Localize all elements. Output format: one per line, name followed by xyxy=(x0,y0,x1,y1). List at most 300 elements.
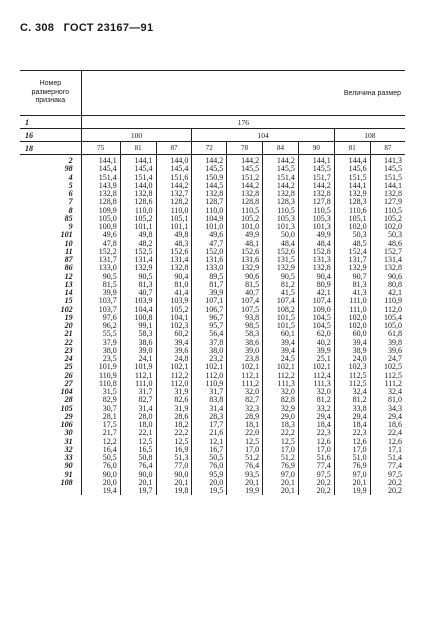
table-cell: 50,5 xyxy=(81,454,120,462)
table-cell: 76,0 xyxy=(192,462,227,470)
table-row xyxy=(20,388,405,396)
table-cell: 20,1 xyxy=(120,479,156,487)
table-cell: 18,3 xyxy=(263,421,299,429)
table-cell: 81,5 xyxy=(81,281,120,289)
table-cell: 144,1 xyxy=(384,181,402,190)
table-cell: 49,6 xyxy=(192,231,227,239)
table-cell: 104,5 xyxy=(298,322,334,330)
table-cell: 145,5 xyxy=(192,165,227,173)
table-cell: 109,9 xyxy=(81,207,120,215)
table-cell: 12,1 xyxy=(192,438,227,446)
table-cell: 18,1 xyxy=(227,421,263,429)
table-cell: 97,0 xyxy=(263,471,299,479)
table-cell: 101,5 xyxy=(263,314,299,322)
table-cell: 104,9 xyxy=(192,215,227,223)
table-cell: 105,0 xyxy=(81,215,120,223)
page-number: С. 308 xyxy=(20,22,55,34)
table-row xyxy=(20,438,405,446)
table-cell: 82,7 xyxy=(227,396,263,404)
table-cell: 31,7 xyxy=(192,388,227,396)
table-row xyxy=(20,155,405,166)
table-cell: 12,2 xyxy=(81,438,120,446)
table-cell: 96,7 xyxy=(192,314,227,322)
table-cell: 151,5 xyxy=(384,173,402,182)
table-cell: 90,5 xyxy=(120,273,156,281)
row-feature-number: 8 xyxy=(20,207,81,215)
table-row xyxy=(20,454,405,462)
table-cell: 107,1 xyxy=(192,297,227,305)
row-header-line: признака xyxy=(35,97,66,105)
table-cell: 20,2 xyxy=(298,487,334,495)
table-cell: 144,2 xyxy=(156,182,192,190)
table-cell: 112,5 xyxy=(384,371,402,380)
table-cell: 103,9 xyxy=(120,297,156,305)
table-row xyxy=(20,248,405,256)
table-cell: 20,1 xyxy=(334,479,370,487)
table-cell: 151,4 xyxy=(81,174,120,182)
table-cell: 102,3 xyxy=(156,322,192,330)
table-cell: 51,2 xyxy=(263,454,299,462)
table-cell: 20,0 xyxy=(192,479,227,487)
table-cell: 18,4 xyxy=(298,421,334,429)
table-cell: 42,1 xyxy=(388,289,402,297)
row-feature-number: 27 xyxy=(20,380,81,388)
table-cell: 105,3 xyxy=(298,215,334,223)
table-cell: 76,9 xyxy=(263,462,299,470)
table-cell: 110,0 xyxy=(120,207,156,215)
table-cell: 32,0 xyxy=(298,388,334,396)
row-feature-number: 106 xyxy=(20,421,81,429)
table-cell: 128,3 xyxy=(263,198,299,206)
row-feature-number: 86 xyxy=(20,264,81,272)
table-cell: 93,5 xyxy=(227,471,263,479)
table-cell: 102,1 xyxy=(263,363,299,371)
table-cell: 29,0 xyxy=(263,413,299,421)
table-cell: 32,0 xyxy=(263,388,299,396)
table-cell: 132,9 xyxy=(334,190,370,198)
row-header-line: Номер xyxy=(39,80,62,88)
table-cell: 19,9 xyxy=(334,487,370,495)
table-cell: 17,5 xyxy=(81,421,120,429)
table-cell: 144,1 xyxy=(334,182,370,190)
table-cell: 101,0 xyxy=(192,223,227,231)
waist-column-header: 90 xyxy=(298,142,334,155)
table-cell: 50,3 xyxy=(334,231,370,239)
table-row xyxy=(20,322,405,330)
waist-column-header: 87 xyxy=(156,142,192,155)
table-cell: 144,2 xyxy=(298,182,334,190)
table-cell: 127,8 xyxy=(298,198,334,206)
table-cell: 32,4 xyxy=(334,388,370,396)
table-cell: 111,0 xyxy=(334,297,370,305)
row-feature-number: 13 xyxy=(20,281,81,289)
table-row xyxy=(20,165,405,173)
table-cell: 107,5 xyxy=(227,306,263,314)
table-cell: 141,3 xyxy=(384,156,402,165)
table-row xyxy=(20,190,405,198)
row-label-18: 18 xyxy=(20,142,81,155)
table-cell: 98,5 xyxy=(227,322,263,330)
table-cell: 132,9 xyxy=(263,264,299,272)
table-cell: 110,5 xyxy=(298,207,334,215)
row-feature-number: 10 xyxy=(20,240,81,248)
table-cell: 12,5 xyxy=(120,438,156,446)
row-feature-number: 6 xyxy=(20,190,81,198)
table-cell: 131,3 xyxy=(298,256,334,264)
table-cell: 77,4 xyxy=(388,462,402,471)
table-cell: 42,1 xyxy=(298,289,334,297)
table-cell: 28,0 xyxy=(120,413,156,421)
table-cell: 152,4 xyxy=(334,248,370,256)
row-feature-number: 9 xyxy=(20,223,81,231)
table-cell: 90,0 xyxy=(81,471,120,479)
table-cell: 151,7 xyxy=(298,174,334,182)
table-row xyxy=(20,355,405,363)
table-cell: 18,4 xyxy=(334,421,370,429)
table-cell: 17,0 xyxy=(227,446,263,454)
table-cell: 12,5 xyxy=(156,438,192,446)
row-feature-number: 32 xyxy=(20,446,81,454)
row-feature-number: 85 xyxy=(20,215,81,223)
table-cell: 33,2 xyxy=(298,405,334,413)
row-feature-number: 19 xyxy=(20,314,81,322)
table-cell: 39,4 xyxy=(263,347,299,355)
table-row xyxy=(20,339,405,347)
table-cell: 39,9 xyxy=(81,289,120,297)
row-feature-number: 87 xyxy=(20,256,81,264)
table-cell: 102,5 xyxy=(384,363,402,372)
row-feature-number: 29 xyxy=(20,413,81,421)
row-feature-number: 98 xyxy=(20,165,81,173)
table-cell: 128,2 xyxy=(156,198,192,206)
table-cell: 20,1 xyxy=(263,487,299,495)
row-feature-number: 108 xyxy=(20,479,81,487)
table-cell: 111,0 xyxy=(120,380,156,388)
table-cell: 131,4 xyxy=(384,256,402,264)
table-cell: 51,4 xyxy=(388,454,402,462)
table-cell: 34,3 xyxy=(388,404,402,413)
table-cell: 144,2 xyxy=(263,155,299,166)
row-feature-number: 90 xyxy=(20,462,81,470)
table-row xyxy=(20,297,405,305)
table-cell: 76,9 xyxy=(334,462,370,470)
table-cell: 22,1 xyxy=(120,429,156,437)
table-cell: 81,2 xyxy=(263,281,299,289)
table-cell: 102,1 xyxy=(227,363,263,371)
table-cell: 12,6 xyxy=(334,438,370,446)
table-cell: 76,4 xyxy=(120,462,156,470)
table-cell: 102,3 xyxy=(334,363,370,371)
table-cell: 145,6 xyxy=(334,165,370,173)
table-cell: 144,5 xyxy=(192,182,227,190)
table-cell: 61,8 xyxy=(388,330,402,339)
table-cell: 90,6 xyxy=(227,273,263,281)
standard-code: ГОСТ 23167—91 xyxy=(63,22,154,34)
table-cell: 81,0 xyxy=(156,281,192,289)
table-cell: 50,8 xyxy=(120,454,156,462)
table-cell: 110,9 xyxy=(192,380,227,388)
table-cell: 22,4 xyxy=(388,429,402,438)
table-cell: 39,6 xyxy=(156,347,192,355)
table-cell: 93,8 xyxy=(227,314,263,322)
table-row xyxy=(20,264,405,272)
table-cell: 132,8 xyxy=(120,190,156,198)
table-row xyxy=(20,223,405,231)
table-cell: 105,2 xyxy=(227,215,263,223)
table-cell: 50,0 xyxy=(263,231,299,239)
table-row xyxy=(20,380,405,388)
table-cell: 17,1 xyxy=(388,445,402,454)
table-cell: 151,4 xyxy=(120,174,156,182)
table-cell: 152,7 xyxy=(384,247,402,256)
table-cell: 144,4 xyxy=(334,155,370,166)
table-cell: 112,2 xyxy=(156,372,192,380)
table-cell: 128,7 xyxy=(192,198,227,206)
table-cell: 28,3 xyxy=(192,413,227,421)
table-cell: 81,0 xyxy=(388,396,402,405)
table-cell: 20,1 xyxy=(227,479,263,487)
table-row xyxy=(20,198,405,206)
table-cell: 102,1 xyxy=(298,363,334,371)
table-cell: 103,7 xyxy=(81,297,120,305)
table-cell: 97,0 xyxy=(334,471,370,479)
row-feature-number: 31 xyxy=(20,438,81,446)
table-cell: 60,0 xyxy=(334,330,370,338)
table-cell: 83,8 xyxy=(192,396,227,404)
table-cell: 18,2 xyxy=(156,421,192,429)
table-cell: 22,3 xyxy=(334,429,370,437)
table-cell: 89,5 xyxy=(192,273,227,281)
table-cell: 17,7 xyxy=(192,421,227,429)
table-cell: 131,4 xyxy=(120,256,156,264)
table-row xyxy=(20,240,405,248)
table-cell: 104,5 xyxy=(298,314,334,322)
table-cell: 39,4 xyxy=(334,339,370,347)
table-cell: 145,4 xyxy=(81,165,120,173)
table-cell: 32,9 xyxy=(263,405,299,413)
table-cell: 151,6 xyxy=(156,174,192,182)
table-cell: 112,2 xyxy=(263,372,299,380)
table-cell: 81,2 xyxy=(298,396,334,404)
waist-column-header: 87 xyxy=(370,142,405,155)
table-cell: 19,9 xyxy=(227,487,263,495)
table-cell: 62,0 xyxy=(298,330,334,338)
table-cell: 150,9 xyxy=(192,174,227,182)
table-cell: 132,8 xyxy=(298,190,334,198)
table-cell: 112,1 xyxy=(120,372,156,380)
table-cell: 101,1 xyxy=(120,223,156,231)
table-cell: 51,2 xyxy=(227,454,263,462)
table-cell: 102,0 xyxy=(334,314,370,322)
table-cell: 47,8 xyxy=(81,240,120,248)
table-cell: 29,4 xyxy=(298,413,334,421)
table-cell: 38,6 xyxy=(120,339,156,347)
table-cell: 101,1 xyxy=(156,223,192,231)
table-row xyxy=(20,289,405,297)
table-cell: 100,8 xyxy=(120,314,156,322)
table-cell: 31,7 xyxy=(120,388,156,396)
table-cell: 110,9 xyxy=(81,372,120,380)
table-cell: 144,2 xyxy=(263,182,299,190)
table-cell: 145,4 xyxy=(120,165,156,173)
table-row xyxy=(20,347,405,355)
table-cell: 112,4 xyxy=(298,372,334,380)
table-cell: 82,7 xyxy=(120,396,156,404)
table-cell: 144,1 xyxy=(298,155,334,166)
table-cell: 38,6 xyxy=(227,339,263,347)
table-cell: 82,8 xyxy=(263,396,299,404)
table-cell: 102,0 xyxy=(334,223,370,231)
table-cell: 132,7 xyxy=(156,190,192,198)
table-cell: 38,9 xyxy=(334,347,370,355)
table-cell: 22,3 xyxy=(298,429,334,437)
table-cell: 101,5 xyxy=(263,322,299,330)
table-row xyxy=(20,372,405,380)
table-cell: 132,8 xyxy=(384,264,402,273)
table-cell: 105,2 xyxy=(156,306,192,314)
table-cell: 100,9 xyxy=(81,223,120,231)
table-cell: 128,8 xyxy=(227,198,263,206)
table-cell: 39,9 xyxy=(192,289,227,297)
table-cell: 77,4 xyxy=(298,462,334,470)
table-cell: 24,7 xyxy=(388,355,402,363)
row-feature-number: 15 xyxy=(20,297,81,305)
chest-group-100: 100 xyxy=(81,129,192,142)
table-cell: 40,2 xyxy=(298,339,334,347)
table-cell: 111,3 xyxy=(298,380,334,388)
table-cell: 132,8 xyxy=(227,190,263,198)
table-cell: 37,8 xyxy=(192,339,227,347)
table-cell: 29,4 xyxy=(388,412,402,421)
table-cell: 111,0 xyxy=(334,306,370,314)
row-feature-number: 20 xyxy=(20,322,81,330)
table-cell: 144,0 xyxy=(156,155,192,166)
table-cell: 112,5 xyxy=(334,372,370,380)
table-cell: 90,5 xyxy=(263,273,299,281)
table-cell: 144,2 xyxy=(192,155,227,166)
table-cell: 60,1 xyxy=(263,330,299,338)
table-cell: 131,5 xyxy=(263,256,299,264)
table-cell: 107,4 xyxy=(263,297,299,305)
table-cell: 39,9 xyxy=(298,347,334,355)
table-cell: 41,5 xyxy=(263,289,299,297)
row-feature-number: 14 xyxy=(20,289,81,297)
table-row xyxy=(20,446,405,454)
table-row xyxy=(20,405,405,413)
table-cell: 39,6 xyxy=(388,346,402,355)
table-row xyxy=(20,462,405,470)
table-cell: 90,4 xyxy=(298,273,334,281)
table-cell: 111,2 xyxy=(227,380,263,388)
table-cell: 132,8 xyxy=(81,190,120,198)
table-cell: 96,2 xyxy=(81,322,120,330)
table-cell: 128,8 xyxy=(81,198,120,206)
table-cell: 17,0 xyxy=(298,446,334,454)
table-cell: 102,0 xyxy=(334,322,370,330)
table-row xyxy=(20,306,405,314)
table-cell: 151,5 xyxy=(334,174,370,182)
table-cell: 49,9 xyxy=(298,231,334,239)
table-cell: 39,0 xyxy=(227,347,263,355)
table-row xyxy=(20,281,405,289)
table-cell: 102,0 xyxy=(384,223,402,231)
table-cell: 144,1 xyxy=(120,155,156,166)
table-cell: 99,1 xyxy=(120,322,156,330)
table-cell: 38,0 xyxy=(192,347,227,355)
table-cell: 37,9 xyxy=(81,339,120,347)
table-cell: 28,9 xyxy=(227,413,263,421)
table-cell: 127,9 xyxy=(384,198,402,207)
values-header-title: Величина размер xyxy=(81,71,405,116)
table-cell: 97,6 xyxy=(81,314,120,322)
table-cell: 20,1 xyxy=(156,479,192,487)
table-cell: 152,0 xyxy=(192,248,227,256)
table-cell: 131,7 xyxy=(81,256,120,264)
table-cell: 49,8 xyxy=(120,231,156,239)
table-cell: 12,5 xyxy=(227,438,263,446)
table-cell: 145,4 xyxy=(156,165,192,173)
table-cell: 58,3 xyxy=(120,330,156,338)
table-row xyxy=(20,314,405,322)
table-cell: 144,0 xyxy=(120,182,156,190)
row-feature-number: 2 xyxy=(20,155,81,166)
table-cell: 151,2 xyxy=(227,174,263,182)
table-cell: 128,3 xyxy=(334,198,370,206)
table-cell: 103,7 xyxy=(81,306,120,314)
table-cell: 24,0 xyxy=(334,355,370,363)
table-cell: 49,6 xyxy=(81,231,120,239)
table-cell: 81,3 xyxy=(334,281,370,289)
table-cell: 105,1 xyxy=(156,215,192,223)
table-cell: 132,8 xyxy=(384,190,402,198)
table-cell: 97,5 xyxy=(388,470,402,479)
table-row xyxy=(20,231,405,239)
table-cell: 95,7 xyxy=(192,322,227,330)
page-header xyxy=(20,22,159,34)
table-cell: 133,0 xyxy=(81,264,120,272)
table-cell: 20,2 xyxy=(388,478,402,487)
waist-column-header: 81 xyxy=(334,142,370,155)
table-cell: 25,1 xyxy=(298,355,334,363)
table-cell: 80,9 xyxy=(298,281,334,289)
table-row xyxy=(20,174,405,182)
table-cell: 48,4 xyxy=(298,240,334,248)
row-header-title xyxy=(20,71,81,116)
table-cell: 102,1 xyxy=(156,363,192,371)
table-row xyxy=(20,421,405,429)
table-cell: 51,3 xyxy=(156,454,192,462)
table-cell: 22,0 xyxy=(227,429,263,437)
table-cell: 30,7 xyxy=(81,405,120,413)
table-cell: 31,9 xyxy=(156,405,192,413)
row-feature-number: 105 xyxy=(20,405,81,413)
table-cell: 38,0 xyxy=(81,347,120,355)
table-cell: 17,0 xyxy=(263,446,299,454)
table-cell: 19,4 xyxy=(81,487,120,495)
table-cell: 20,0 xyxy=(81,479,120,487)
table-row xyxy=(20,256,405,264)
table-cell: 143,9 xyxy=(81,182,120,190)
table-cell: 152,6 xyxy=(156,248,192,256)
table-cell: 132,8 xyxy=(192,190,227,198)
table-cell: 105,0 xyxy=(384,322,402,330)
table-cell: 144,2 xyxy=(227,155,263,166)
waist-column-header: 72 xyxy=(192,142,227,155)
table-row xyxy=(20,429,405,437)
row-feature-number: 33 xyxy=(20,454,81,462)
table-cell: 145,5 xyxy=(384,165,402,174)
table-cell: 112,0 xyxy=(156,380,192,388)
